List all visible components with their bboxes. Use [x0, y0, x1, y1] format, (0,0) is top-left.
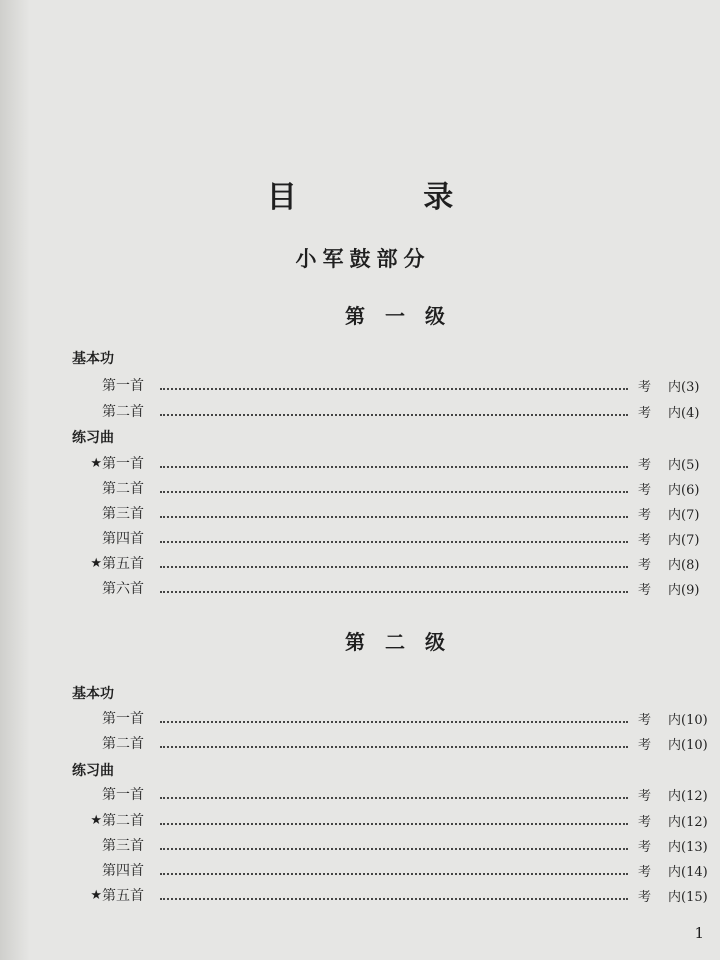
entry-title: 第二首 — [102, 736, 144, 752]
page-title: 目 录 — [266, 180, 512, 215]
entry-page: 内(15) — [668, 889, 708, 905]
dot-leader — [160, 721, 628, 723]
entry-title: 第四首 — [102, 863, 144, 879]
toc-entry[interactable] — [72, 502, 712, 524]
level-title-1: 第一级 — [345, 304, 465, 328]
entry-page: 内(10) — [668, 737, 708, 753]
entry-page: 内(12) — [668, 814, 708, 830]
entry-title: 第三首 — [102, 838, 144, 854]
entry-page: 内(4) — [668, 405, 700, 421]
toc-entry[interactable] — [72, 783, 712, 805]
entry-suffix: 考 — [638, 788, 654, 804]
star-marker: ★ — [90, 455, 102, 471]
entry-page: 内(13) — [668, 839, 708, 855]
level-title-2: 第二级 — [345, 630, 465, 654]
entry-suffix: 考 — [638, 457, 654, 473]
dot-leader — [160, 591, 628, 593]
entry-suffix: 考 — [638, 507, 654, 523]
dot-leader — [160, 823, 628, 825]
entry-page: 内(10) — [668, 712, 708, 728]
dot-leader — [160, 797, 628, 799]
group-label-basics-1: 基本功 — [72, 351, 114, 367]
page-gutter-shadow — [0, 0, 30, 960]
dot-leader — [160, 466, 628, 468]
entry-page: 内(5) — [668, 457, 700, 473]
dot-leader — [160, 873, 628, 875]
toc-entry[interactable] — [72, 859, 712, 881]
group-label-basics-2: 基本功 — [72, 686, 114, 702]
toc-entry[interactable] — [72, 809, 712, 831]
entry-title: 第三首 — [102, 506, 144, 522]
entry-title: 第一首 — [102, 787, 144, 803]
entry-page: 内(6) — [668, 482, 700, 498]
dot-leader — [160, 414, 628, 416]
dot-leader — [160, 566, 628, 568]
entry-title: 第一首 — [102, 378, 144, 394]
entry-suffix: 考 — [638, 864, 654, 880]
dot-leader — [160, 388, 628, 390]
entry-title: 第六首 — [102, 581, 144, 597]
toc-entry[interactable] — [72, 884, 712, 906]
entry-suffix: 考 — [638, 379, 654, 395]
toc-entry[interactable] — [72, 400, 712, 422]
toc-entry[interactable] — [72, 452, 712, 474]
entry-page: 内(12) — [668, 788, 708, 804]
entry-title: 第二首 — [102, 404, 144, 420]
entry-suffix: 考 — [638, 405, 654, 421]
dot-leader — [160, 541, 628, 543]
entry-page: 内(8) — [668, 557, 700, 573]
entry-title: 第二首 — [102, 813, 144, 829]
entry-suffix: 考 — [638, 582, 654, 598]
entry-suffix: 考 — [638, 839, 654, 855]
entry-suffix: 考 — [638, 737, 654, 753]
entry-suffix: 考 — [638, 482, 654, 498]
toc-entry[interactable] — [72, 707, 712, 729]
toc-entry[interactable] — [72, 552, 712, 574]
entry-page: 内(3) — [668, 379, 700, 395]
toc-entry[interactable] — [72, 577, 712, 599]
dot-leader — [160, 746, 628, 748]
toc-entry[interactable] — [72, 477, 712, 499]
star-marker: ★ — [90, 555, 102, 571]
star-marker: ★ — [90, 887, 102, 903]
toc-entry[interactable] — [72, 834, 712, 856]
entry-page: 内(7) — [668, 507, 700, 523]
entry-page: 内(7) — [668, 532, 700, 548]
group-label-etudes-1: 练习曲 — [72, 430, 114, 446]
entry-page: 内(9) — [668, 582, 700, 598]
entry-title: 第二首 — [102, 481, 144, 497]
entry-suffix: 考 — [638, 889, 654, 905]
entry-title: 第五首 — [102, 556, 144, 572]
entry-title: 第四首 — [102, 531, 144, 547]
entry-suffix: 考 — [638, 557, 654, 573]
page-number: 1 — [694, 924, 704, 942]
group-label-etudes-2: 练习曲 — [72, 763, 114, 779]
toc-entry[interactable] — [72, 374, 712, 396]
section-title: 小军鼓部分 — [295, 246, 431, 271]
star-marker: ★ — [90, 812, 102, 828]
toc-entry[interactable] — [72, 732, 712, 754]
entry-suffix: 考 — [638, 532, 654, 548]
toc-entry[interactable] — [72, 527, 712, 549]
dot-leader — [160, 516, 628, 518]
entry-page: 内(14) — [668, 864, 708, 880]
entry-title: 第五首 — [102, 888, 144, 904]
entry-title: 第一首 — [102, 711, 144, 727]
entry-suffix: 考 — [638, 814, 654, 830]
entry-title: 第一首 — [102, 456, 144, 472]
entry-suffix: 考 — [638, 712, 654, 728]
dot-leader — [160, 898, 628, 900]
dot-leader — [160, 491, 628, 493]
dot-leader — [160, 848, 628, 850]
